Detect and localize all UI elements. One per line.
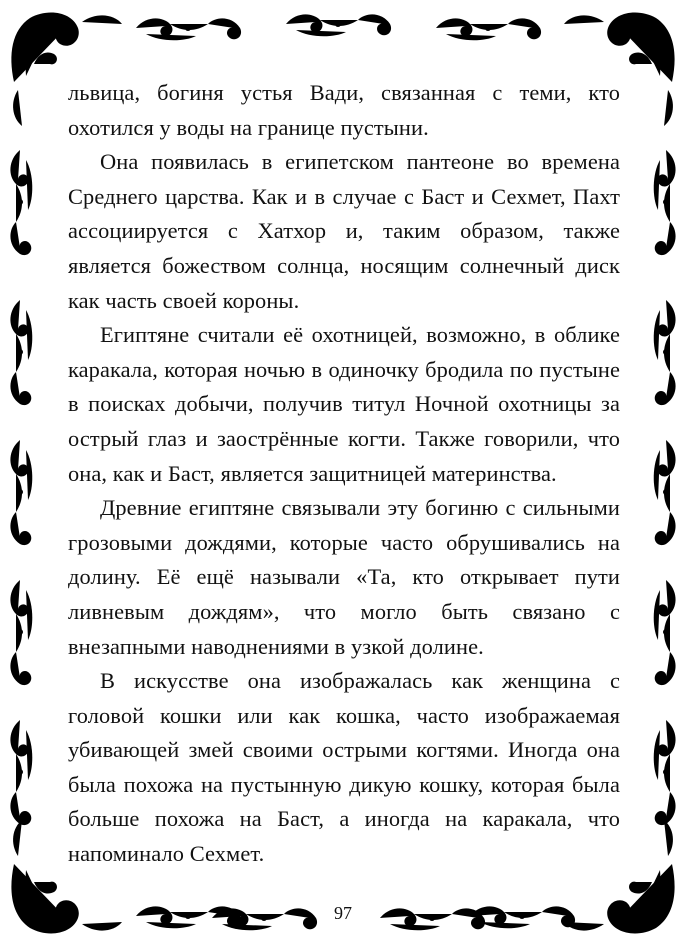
paragraph-1: львица, богиня устья Вади, связанная с теми, кто охотился у воды на границе пустыни. bbox=[68, 80, 620, 140]
page-number: 97 bbox=[334, 903, 352, 923]
paragraph-2: Она появилась в египетском пантеоне во времена Среднего царства. Как и в случае с Баст и Сехмет, Пахт ассоциируется с Хатхор и, таким образом, также является божеством солнца, носящим солнечный диск как часть своей короны. bbox=[68, 149, 620, 313]
frame-left-border bbox=[10, 150, 32, 825]
frame-top-border bbox=[136, 14, 541, 40]
paragraph-3: Египтяне считали её охотницей, возможно, в облике каракала, которая ночью в одиночку бродила по пустыне в поисках добычи, получив титул Ночной охотницы за острый глаз и заострённые когти. Также говорили, что она, как и Баст, является защитницей материнства. bbox=[68, 322, 620, 486]
paragraph-5: В искусстве она изображалась как женщина с головой кошки или как кошка, часто изображаемая убивающей змей своими острыми когтями. Иногда она была похожа на пустынную дикую кошку, которая была больше похожа на Баст, а иногда на каракала, что напоминало Сехмет. bbox=[68, 668, 620, 867]
paragraph-4: Древние египтяне связывали эту богиню с сильными грозовыми дождями, которые часто обрушивались на долину. Её ещё называли «Та, кто открывает пути ливневым дождям», что могло быть связано с внезапными наводнениями в узкой долине. bbox=[68, 495, 620, 659]
page-text bbox=[68, 76, 620, 866]
frame-right-border bbox=[654, 150, 676, 825]
